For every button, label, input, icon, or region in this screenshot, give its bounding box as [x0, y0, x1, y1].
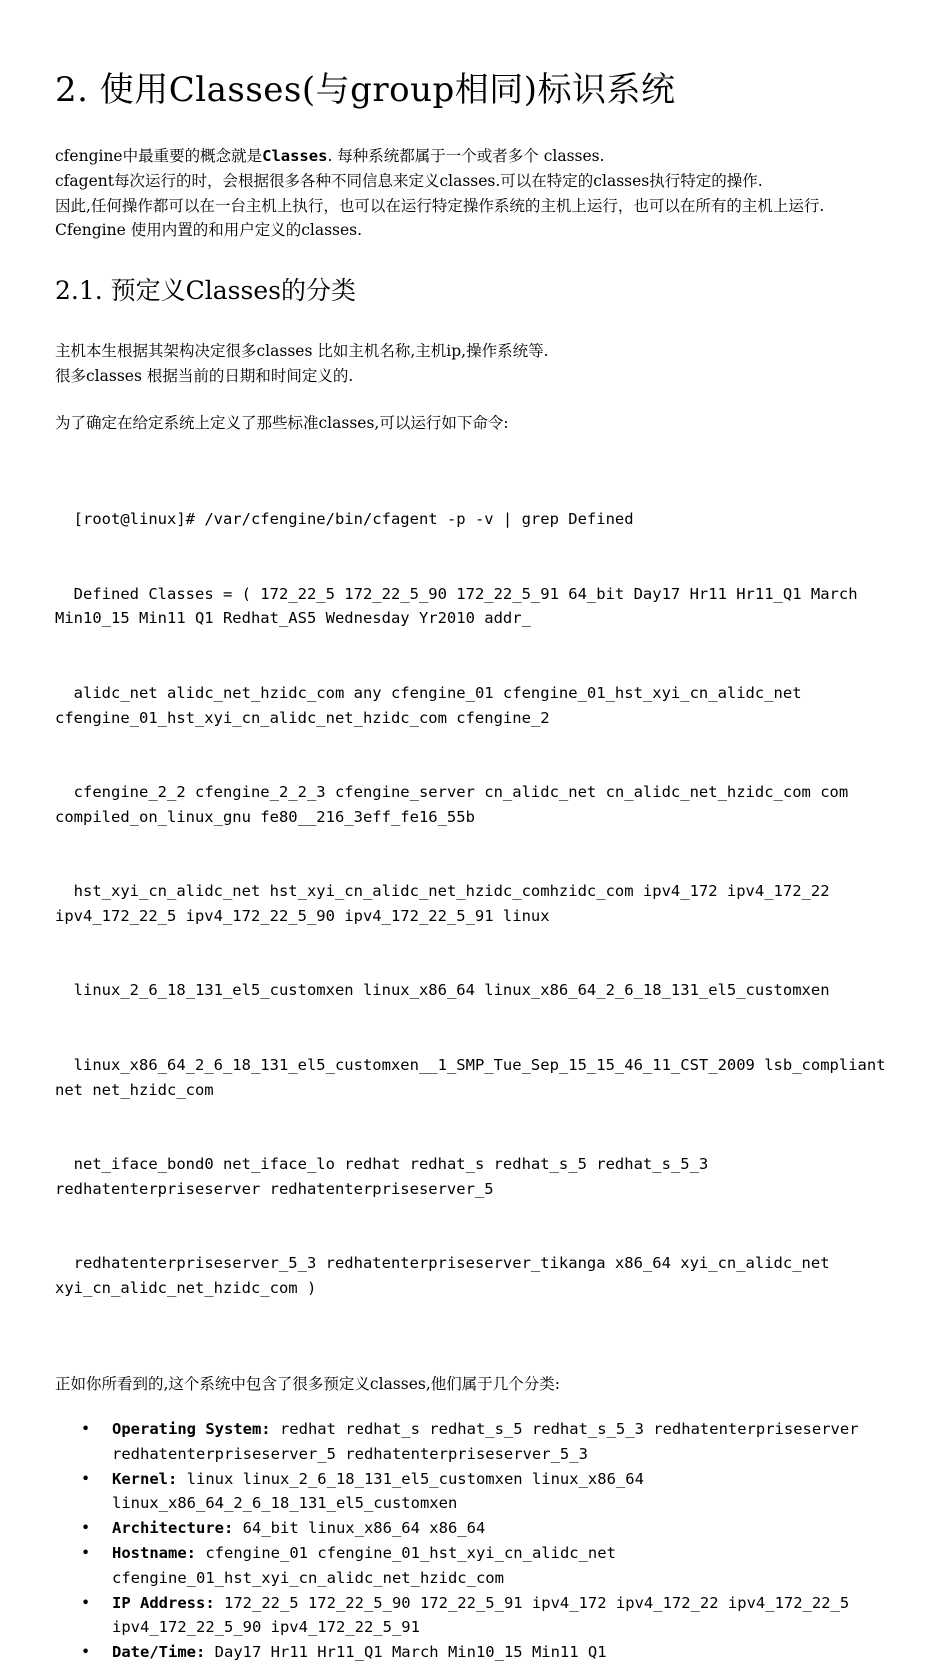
bullet-icon: • [81, 1469, 91, 1488]
code-line: [root@linux]# /var/cfengine/bin/cfagent -p -v | grep Defined [55, 510, 634, 529]
document-page [55, 62, 900, 1665]
command-output-block [55, 458, 900, 1351]
category-value: 172_22_5 172_22_5_90 172_22_5_91 ipv4_172 ipv4_172_22 ipv4_172_22_5 ipv4_172_22_5_90 ipv4_172_22_5_91 [112, 1593, 850, 1637]
intro-text: . 每种系统都属于一个或者多个 classes. [327, 147, 605, 165]
category-value: redhat redhat_s redhat_s_5 redhat_s_5_3 redhatenterpriseserver redhatenterpriseserver_5 redhatenterpriseserver_5_3 [112, 1420, 859, 1463]
category-value: cfengine_01 cfengine_01_hst_xyi_cn_alidc_net cfengine_01_hst_xyi_cn_alidc_net_hzidc_com [112, 1544, 616, 1587]
category-label: Kernel: [112, 1469, 178, 1488]
bullet-icon: • [81, 1544, 91, 1563]
list-item-hostname [55, 1541, 900, 1591]
list-item-ip-address [55, 1591, 900, 1641]
category-value: 64_bit linux_x86_64 x86_64 [233, 1519, 486, 1538]
section-paragraph-3: 为了确定在给定系统上定义了那些标准classes,可以运行如下命令: [55, 413, 509, 432]
section-paragraph-1: 主机本生根据其架构决定很多classes 比如主机名称,主机ip,操作系统等. [55, 342, 549, 361]
category-label: Operating System: [112, 1420, 271, 1439]
code-line: cfengine_2_2 cfengine_2_2_3 cfengine_server cn_alidc_net cn_alidc_net_hzidc_com com compiled_on_linux_gnu fe80__216_3eff_fe16_55b [55, 782, 858, 826]
section-paragraph-2: 很多classes 根据当前的日期和时间定义的. [55, 366, 354, 385]
code-line: Defined Classes = ( 172_22_5 172_22_5_90 172_22_5_91 64_bit Day17 Hr11 Hr11_Q1 March Min10_15 Min11 Q1 Redhat_AS5 Wednesday Yr2010 addr_ [55, 584, 867, 628]
classes-term: Classes [262, 147, 328, 165]
category-value: Day17 Hr11 Hr11_Q1 March Min10_15 Min11 Q1 [205, 1643, 607, 1662]
category-label: Date/Time: [112, 1643, 206, 1662]
code-line: alidc_net alidc_net_hzidc_com any cfengine_01 cfengine_01_hst_xyi_cn_alidc_net cfengine_01_hst_xyi_cn_alidc_net_hzidc_com cfengine_2 [55, 683, 811, 727]
category-label: Architecture: [112, 1519, 234, 1538]
bullet-icon: • [81, 1519, 91, 1538]
intro-paragraph-3: 因此,任何操作都可以在一台主机上执行，也可以在运行特定操作系统的主机上运行，也可以在所有的主机上运行. [55, 196, 825, 215]
after-code-paragraph: 正如你所看到的,这个系统中包含了很多预定义classes,他们属于几个分类: [55, 1375, 560, 1394]
code-line: redhatenterpriseserver_5_3 redhatenterpriseserver_tikanga x86_64 xyi_cn_alidc_net xyi_cn_alidc_net_hzidc_com ) [55, 1254, 839, 1297]
section-heading: 2. 使用Classes(与group相同)标识系统 [55, 70, 676, 110]
bullet-icon: • [81, 1593, 91, 1612]
list-item-architecture [55, 1516, 900, 1541]
intro-text: cfengine中最重要的概念就是 [55, 147, 263, 165]
code-line: hst_xyi_cn_alidc_net hst_xyi_cn_alidc_net_hzidc_comhzidc_com ipv4_172 ipv4_172_22 ipv4_172_22_5 ipv4_172_22_5_90 ipv4_172_22_5_91 linux [55, 882, 839, 925]
category-value: linux linux_2_6_18_131_el5_customxen linux_x86_64 linux_x86_64_2_6_18_131_el5_customxen [112, 1469, 644, 1513]
list-item-date-time [55, 1640, 900, 1665]
category-label: IP Address: [112, 1593, 215, 1612]
intro-paragraph-2: cfagent每次运行的时，会根据很多各种不同信息来定义classes.可以在特定的classes执行特定的操作. [55, 171, 763, 190]
list-item-operating-system [55, 1417, 900, 1467]
intro-paragraph-4: Cfengine 使用内置的和用户定义的classes. [55, 221, 363, 240]
bullet-icon: • [81, 1643, 91, 1662]
bullet-icon: • [81, 1420, 91, 1439]
subsection-heading: 2.1. 预定义Classes的分类 [55, 276, 356, 306]
category-list [55, 1417, 900, 1665]
intro-paragraph-1 [55, 144, 900, 169]
list-item-kernel [55, 1467, 900, 1517]
category-label: Hostname: [112, 1544, 196, 1563]
code-line: net_iface_bond0 net_iface_lo redhat redhat_s redhat_s_5 redhat_s_5_3 redhatenterpriseserver redhatenterpriseserver_5 [55, 1154, 718, 1198]
code-line: linux_2_6_18_131_el5_customxen linux_x86_64 linux_x86_64_2_6_18_131_el5_customxen [55, 981, 830, 1000]
code-line: linux_x86_64_2_6_18_131_el5_customxen__1_SMP_Tue_Sep_15_15_46_11_CST_2009 lsb_compliant net net_hzidc_com [55, 1055, 895, 1099]
